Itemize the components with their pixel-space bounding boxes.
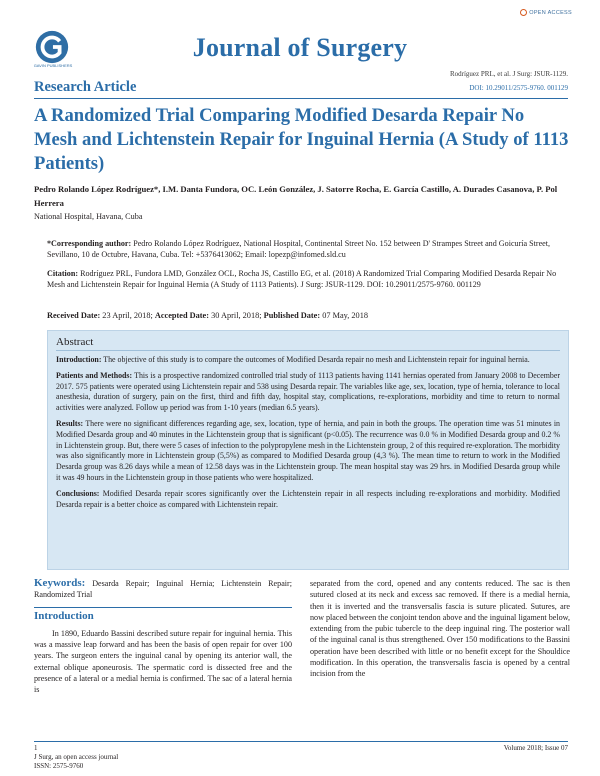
footer-journal: J Surg, an open access journal	[34, 753, 119, 761]
open-access-lock-icon	[520, 9, 527, 16]
corresponding-label: *Corresponding author:	[47, 239, 132, 248]
publisher-name: GAVIN PUBLISHERS	[33, 63, 73, 68]
article-type: Research Article	[34, 79, 137, 95]
author-list: Pedro Rolando López Rodríguez*, I.M. Danta Fundora, OC. León González, J. Satorre Rocha, E. García Castillo, A. Durades Casanova, P. Pol Herrera	[34, 184, 558, 208]
body-right-column	[310, 578, 570, 680]
accepted-date: 30 April, 2018;	[211, 311, 262, 320]
abstract-intro-label: Introduction:	[56, 355, 102, 364]
keywords-text: Desarda Repair; Inguinal Hernia; Lichtenstein Repair; Randomized Trial	[34, 579, 292, 600]
footer-issn: ISSN: 2575-9760	[34, 762, 84, 770]
citation-block	[47, 268, 569, 291]
corresponding-author	[47, 238, 569, 261]
abstract-conclusions-text: Modified Desarda repair scores significantly over the Lichtenstein repair in all respects including re-explorations and morbidity. Modified Desarda repair is a better choice as compared with Lichtenstein repair.	[56, 488, 560, 509]
doi-link[interactable]: DOI: 10.29011/2575-9760. 001129	[469, 84, 568, 92]
keywords-label: Keywords:	[34, 577, 86, 589]
abstract-conclusions	[56, 489, 560, 511]
abstract-conclusions-label: Conclusions:	[56, 488, 100, 498]
abstract-methods-label: Patients and Methods:	[56, 370, 133, 380]
abstract-results-label: Results:	[56, 418, 84, 428]
abstract-results	[56, 419, 560, 484]
open-access-badge	[520, 9, 572, 16]
abstract-introduction	[56, 355, 560, 366]
received-label: Received Date:	[47, 311, 101, 320]
body-left-column	[34, 578, 292, 696]
article-dates	[47, 310, 569, 321]
citation-label: Citation:	[47, 269, 79, 278]
corresponding-text: Pedro Rolando López Rodríguez, National Hospital, Continental Street No. 152 between D' Strampes Street and Goicuría Street, Sevillano, 10 de Octubre, Havana, Cuba. Tel: +5376413062; Email: lopezp@infomed.sld.cu	[47, 239, 551, 260]
published-date: 07 May, 2018	[322, 311, 368, 320]
accepted-label: Accepted Date:	[154, 311, 209, 320]
received-date: 23 April, 2018;	[102, 311, 153, 320]
citation-text: Rodríguez PRL, Fundora LMD, González OCL, Rocha JS, Castillo EG, et al. (2018) A Randomized Trial Comparing Modified Desarda Repair No Mesh and Lichtenstein Repair for Inguinal Hernia (A Study of 1113 Patients). J Surg: JSUR-1129. DOI: 10.29011/2575-9760. 001129	[47, 269, 557, 290]
published-label: Published Date:	[263, 311, 321, 320]
introduction-paragraph-right: separated from the cord, opened and any contents reduced. The sac is then sutured closed at its neck and excess sac removed. If there is a medial hernia, then it is inverted and the transversalis fascia is suture plicated. Sutures, are now placed between the conjoint tendon above and the inguinal ligament below, extending from the pubic tubercle to the deep inguinal ring. The posterior wall of the inguinal canal is thus strengthened. Over 150 modifications to the Bassini operation have been described with little or no benefit except for the Shouldice modification. In this operation, the transversalis fascia is opened by a central incision from the	[310, 579, 570, 679]
abstract-methods-text: This is a prospective randomized controlled trial study of 1113 patients having 1141 hernias operated from January 2008 to December 2017. 575 patients were operated using Lichtenstein repair and 538 using Desarda repair. The variables like age, sex, location, type of hernia, tolerance to local anesthesia, duration of surgery, pain on the first, third and fifth day, hospital stay, complications, re-explorations, morbidity and time to return to normal activities were analyzed. Follow up period was from 1-10 years (median 6.5 years).	[56, 370, 561, 413]
abstract-results-text: There were no significant differences regarding age, sex, location, type of hernia, and pain in both the groups. The operation time was 51 minutes in Modified Desarda group and 40 minutes in the Lichtenstein group that is significant (p<0.05). The recurrence was 0.0 % in Modified Desarda group and 0.2 % in Lichtenstein group. But, there were 5 cases of infection to the polypropylene mesh in the Lichtenstein group, 2 of this required re-exploration. The morbidity was also significantly more in Lichtenstein group (5,5%) as compared to Modified Desarda group (4,3 %). The mean time to return to work in the Modified Desarda group was 8.26 days while a mean of 12.58 days was in the Lichtenstein group. The mean hospital stay was 29 hrs. in Modified Desarda group while it was 49 hours in the Lichtenstein group in those patients who were hospitalized.	[56, 418, 560, 482]
introduction-heading: Introduction	[34, 607, 292, 622]
footer-divider	[34, 741, 568, 742]
abstract-methods	[56, 371, 560, 414]
abstract-heading: Abstract	[56, 336, 560, 351]
short-citation: Rodríguez PRL, et al. J Surg: JSUR-1129.	[449, 70, 568, 78]
footer-volume: Volume 2018; Issue 07	[503, 744, 568, 752]
introduction-paragraph-left: In 1890, Eduardo Bassini described suture repair for inguinal hernia. This was a massive leap forward and has been the basis of open repair for over 100 years. The surgeon enters the inguinal canal by opening its anterior wall, the external oblique aponeurosis. The spermatic cord is dissected free and the presence of a lateral or a medial hernia is confirmed. The sac of a lateral hernia is	[34, 628, 292, 695]
journal-title: Journal of Surgery	[192, 33, 408, 62]
affiliation: National Hospital, Havana, Cuba	[34, 212, 143, 221]
header-divider	[34, 98, 568, 99]
open-access-label: OPEN ACCESS	[529, 9, 572, 16]
keywords	[34, 578, 292, 601]
abstract-intro-text: The objective of this study is to compare the outcomes of Modified Desarda repair no mesh and Lichtenstein repair for inguinal hernia.	[103, 355, 530, 364]
page-number: 1	[34, 744, 38, 752]
abstract-box	[47, 330, 569, 570]
article-title: A Randomized Trial Comparing Modified Desarda Repair No Mesh and Lichtenstein Repair for Inguinal Hernia (A Study of 1113 Patients)	[34, 105, 569, 174]
